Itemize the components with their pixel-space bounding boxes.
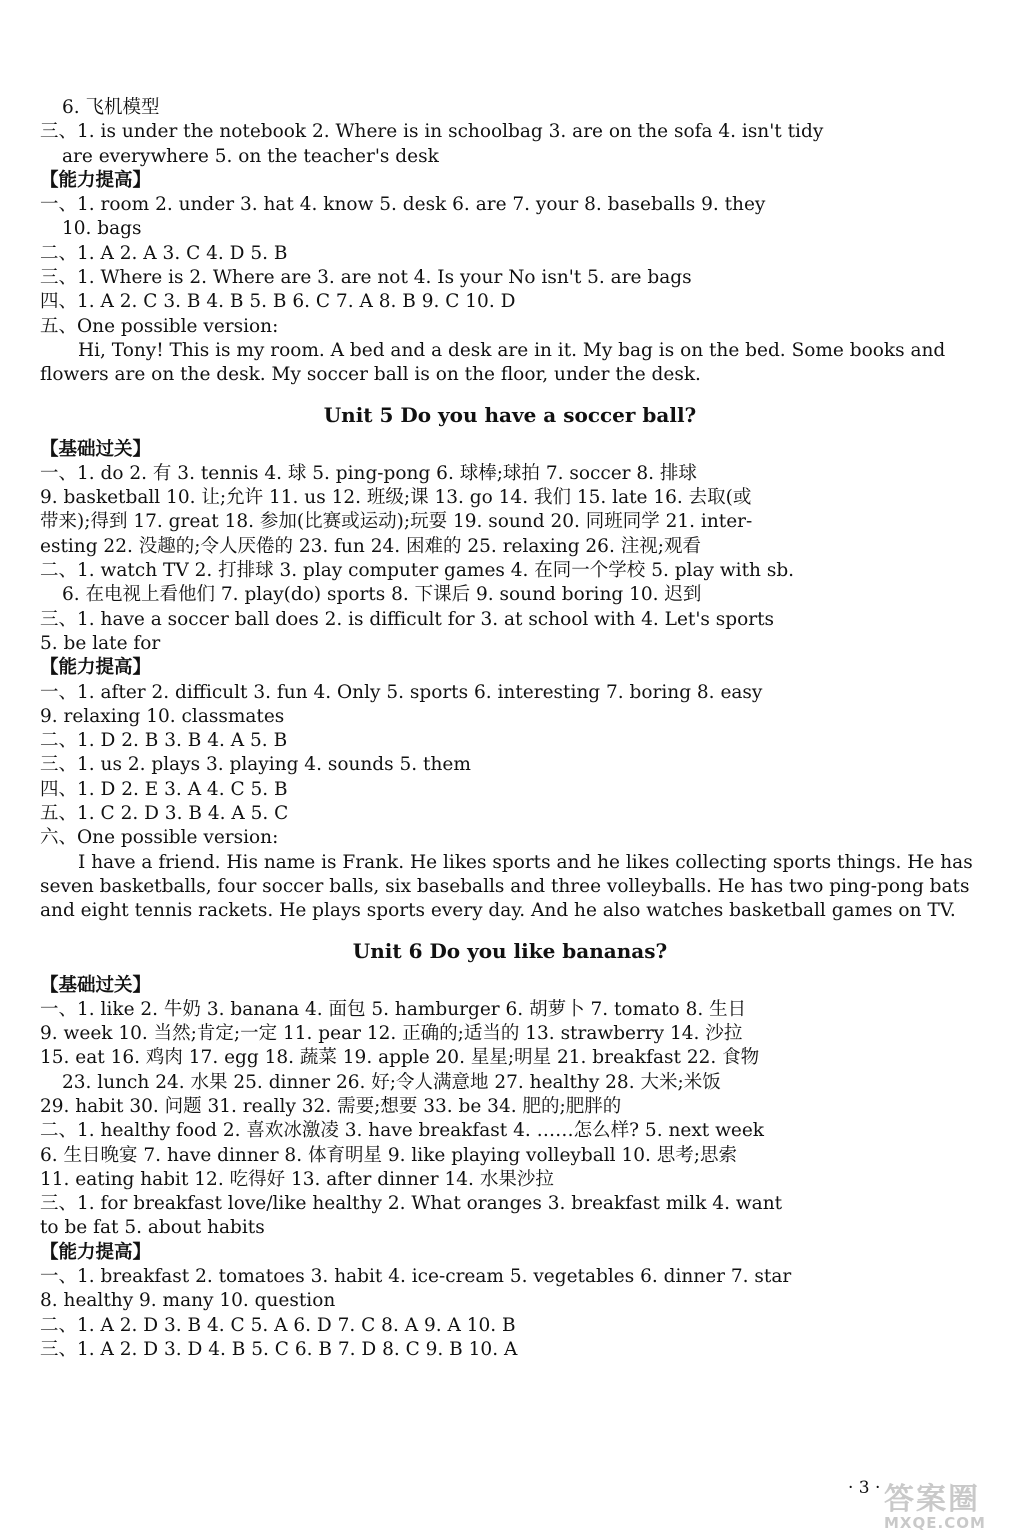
answer-line: 三、1. us 2. plays 3. playing 4. sounds 5. them: [40, 754, 471, 776]
page-number: · 3 ·: [848, 1478, 881, 1498]
answer-line: 10. bags: [62, 218, 142, 240]
answer-line: 23. lunch 24. 水果 25. dinner 26. 好;令人满意地 27. healthy 28. 大米;米饭: [62, 1071, 721, 1093]
answer-line: 9. basketball 10. 让;允许 11. us 12. 班级;课 13. go 14. 我们 15. late 16. 去取(或: [40, 487, 752, 509]
answer-line: 11. eating habit 12. 吃得好 13. after dinner 14. 水果沙拉: [40, 1168, 554, 1190]
answer-line: 二、1. D 2. B 3. B 4. A 5. B: [40, 730, 288, 752]
answer-line: are everywhere 5. on the teacher's desk: [62, 145, 439, 167]
answer-page: [40, 96, 980, 1362]
answer-line: 6. 生日晚宴 7. have dinner 8. 体育明星 9. like playing volleyball 10. 思考;思索: [40, 1144, 737, 1166]
watermark-url: MXQE.COM: [884, 1514, 986, 1532]
answer-line: 五、1. C 2. D 3. B 4. A 5. C: [40, 803, 289, 825]
answer-line: to be fat 5. about habits: [40, 1217, 265, 1239]
watermark-text: 答案圈: [884, 1482, 980, 1517]
answer-line: 6. 飞机模型: [62, 97, 160, 118]
answer-line: 带来);得到 17. great 18. 参加(比赛或运动);玩耍 19. sound 20. 同班同学 21. inter-: [40, 511, 753, 533]
answer-line: 三、1. for breakfast love/like healthy 2. What oranges 3. breakfast milk 4. want: [40, 1193, 783, 1215]
answer-line: 15. eat 16. 鸡肉 17. egg 18. 蔬菜 19. apple 20. 星星;明星 21. breakfast 22. 食物: [40, 1047, 760, 1069]
answer-line: 5. be late for: [40, 632, 161, 654]
answer-line: 一、1. do 2. 有 3. tennis 4. 球 5. ping-pong 6. 球棒;球拍 7. soccer 8. 排球: [40, 462, 697, 484]
answer-line: 五、One possible version:: [40, 315, 279, 337]
unit-title: Unit 5 Do you have a soccer ball?: [323, 402, 697, 427]
section-heading: 【能力提高】: [40, 1241, 152, 1263]
answer-line: 29. habit 30. 问题 31. really 32. 需要;想要 33. be 34. 肥的;肥胖的: [40, 1095, 622, 1117]
watermark-logo: [884, 1474, 986, 1532]
answer-line: 一、1. breakfast 2. tomatoes 3. habit 4. ice-cream 5. vegetables 6. dinner 7. star: [40, 1266, 792, 1288]
sample-essay: I have a friend. His name is Frank. He likes sports and he likes collecting sports things. He has seven basketballs, four soccer balls, six baseballs and three volleyballs. He has two ping-pong bats and eight tennis rackets. He plays sports every day. And he also watches basketball games on TV.: [40, 851, 973, 922]
answer-line: 三、1. have a soccer ball does 2. is difficult for 3. at school with 4. Let's sports: [40, 608, 775, 630]
answer-line: 9. week 10. 当然;肯定;一定 11. pear 12. 正确的;适当的 13. strawberry 14. 沙拉: [40, 1023, 743, 1045]
section-heading: 【基础过关】: [40, 438, 152, 460]
answer-line: 四、1. D 2. E 3. A 4. C 5. B: [40, 778, 288, 800]
answer-line: esting 22. 没趣的;令人厌倦的 23. fun 24. 困难的 25. relaxing 26. 注视;观看: [40, 535, 701, 557]
answer-line: 三、1. is under the notebook 2. Where is in schoolbag 3. are on the sofa 4. isn't tidy: [40, 121, 824, 143]
answer-line: 六、One possible version:: [40, 827, 279, 849]
answer-line: 二、1. watch TV 2. 打排球 3. play computer games 4. 在同一个学校 5. play with sb.: [40, 560, 795, 582]
sample-essay: Hi, Tony! This is my room. A bed and a desk are in it. My bag is on the bed. Some books and flowers are on the desk. My soccer ball is on the floor, under the desk.: [40, 339, 946, 386]
section-heading: 【能力提高】: [40, 657, 152, 679]
answer-line: 三、1. A 2. D 3. D 4. B 5. C 6. B 7. D 8. C 9. B 10. A: [40, 1338, 518, 1360]
unit-title: Unit 6 Do you like bananas?: [352, 938, 668, 963]
answer-line: 9. relaxing 10. classmates: [40, 705, 285, 727]
answer-line: 三、1. Where is 2. Where are 3. are not 4. Is your No isn't 5. are bags: [40, 267, 692, 289]
answer-line: 一、1. like 2. 牛奶 3. banana 4. 面包 5. hamburger 6. 胡萝卜 7. tomato 8. 生日: [40, 998, 747, 1020]
answer-line: 一、1. after 2. difficult 3. fun 4. Only 5. sports 6. interesting 7. boring 8. easy: [40, 681, 763, 703]
answer-line: 一、1. room 2. under 3. hat 4. know 5. desk 6. are 7. your 8. baseballs 9. they: [40, 194, 766, 216]
answer-line: 8. healthy 9. many 10. question: [40, 1290, 336, 1312]
answer-line: 四、1. A 2. C 3. B 4. B 5. B 6. C 7. A 8. B 9. C 10. D: [40, 291, 516, 313]
section-heading: 【基础过关】: [40, 974, 152, 996]
answer-line: 二、1. healthy food 2. 喜欢冰激凌 3. have breakfast 4. ……怎么样? 5. next week: [40, 1120, 765, 1142]
answer-line: 二、1. A 2. A 3. C 4. D 5. B: [40, 242, 288, 264]
answer-line: 6. 在电视上看他们 7. play(do) sports 8. 下课后 9. sound boring 10. 迟到: [62, 584, 702, 606]
section-heading: 【能力提高】: [40, 169, 152, 191]
answer-line: 二、1. A 2. D 3. B 4. C 5. A 6. D 7. C 8. A 9. A 10. B: [40, 1314, 516, 1336]
